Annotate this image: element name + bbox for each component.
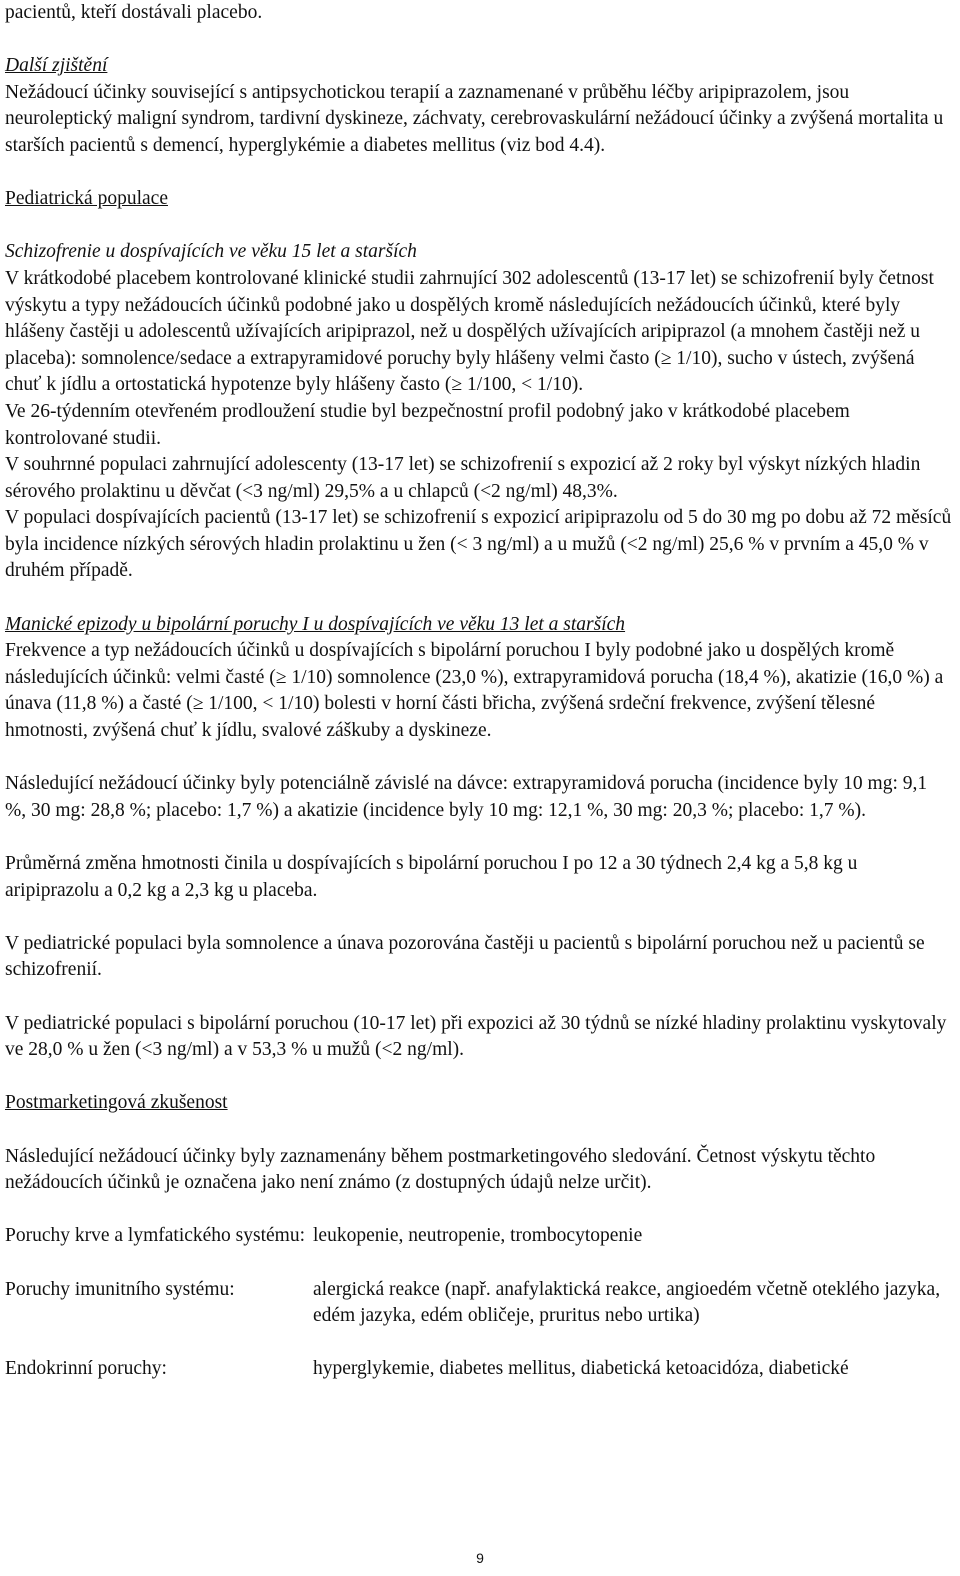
table-term: Poruchy imunitního systému: xyxy=(5,1278,235,1300)
pediatric-heading: Pediatrická populace xyxy=(5,188,168,210)
weight-change-paragraph: Průměrná změna hmotnosti činila u dospívajících s bipolární poruchou I po 12 a 30 týdnech 2,4 kg a 5,8 kg u aripiprazolu a 0,2 kg a 2,3 kg u placeba. xyxy=(5,853,858,901)
table-value: hyperglykemie, diabetes mellitus, diabetická ketoacidóza, diabetické xyxy=(313,1358,849,1380)
table-row xyxy=(5,1223,953,1250)
somnolence-paragraph: V pediatrické populaci byla somnolence a únava pozorována častěji u pacientů s bipolární poruchou než u pacientů se schizofrenií. xyxy=(5,932,925,981)
postmarketing-heading: Postmarketingová zkušenost xyxy=(5,1092,228,1114)
bipolar-heading: Manické epizody u bipolární poruchy I u dospívajících ve věku 13 let a starších xyxy=(5,613,626,635)
schizophrenia-paragraph: V souhrnné populaci zahrnující adolescenty (13-17 let) se schizofrenií s expozicí až 2 roky byl výskyt nízkých hladin sérového prolaktinu u děvčat (<3 ng/ml) 29,5% a u chlapců (<2 ng/ml) 48,3%. xyxy=(5,454,921,502)
schizophrenia-paragraph: V krátkodobé placebem kontrolované klinické studii zahrnující 302 adolescentů (13-17 let) se schizofrenií byly četnost výskytu a typy nežádoucích účinků podobné jako u dospělých kromě následujících nežádoucích účinků, které byly hlášeny častěji u adolescentů užívajících aripiprazol, než u dospělých užívajících aripiprazol (a mnohem častěji než u placeba): somnolence/sedace a extrapyramidové poruchy byly hlášeny velmi často (≥ 1/10), sucho v ústech, zvýšená chuť k jídlu a ortostatická hypotenze byly hlášeny často (≥ 1/100, < 1/10). xyxy=(5,267,934,396)
table-row xyxy=(5,1277,953,1330)
schizophrenia-paragraph: Ve 26-týdenním otevřeném prodloužení studie byl bezpečnostní profil podobný jako v krátkodobé placebem kontrolované studii. xyxy=(5,400,850,449)
bipolar-text: Frekvence a typ nežádoucích účinků u dospívajících s bipolární poruchou I byly podobné jako u dospělých kromě následujících účinků: velmi časté (≥ 1/10) somnolence (23,0 %), extrapyramidová porucha (18,4 %), akatizie (16,0 %) a únava (11,8 %) a časté (≥ 1/100, < 1/10) bolesti v horní části břicha, zvýšená srdeční frekvence, zvýšení tělesné hmotnosti, zvýšená chuť k jídlu, svalové záškuby a dyskineze. xyxy=(5,640,944,742)
table-value: alergická reakce (např. anafylaktická reakce, angioedém včetně oteklého jazyka, edém jazyka, edém obličeje, pruritus nebo urtika) xyxy=(313,1278,941,1327)
table-term: Poruchy krve a lymfatického systému: xyxy=(5,1225,306,1247)
table-row xyxy=(5,1356,953,1383)
prolactin-paragraph: V pediatrické populaci s bipolární poruchou (10-17 let) při expozici až 30 týdnů se nízké hladiny prolaktinu vyskytovaly ve 28,0 % u žen (<3 ng/ml) a v 53,3 % u mužů (<2 ng/ml). xyxy=(5,1012,947,1061)
document-page xyxy=(5,0,953,1383)
table-value: leukopenie, neutropenie, trombocytopenie xyxy=(313,1225,643,1247)
postmarketing-text: Následující nežádoucí účinky byly zaznamenány během postmarketingového sledování. Četnost výskytu těchto nežádoucích účinků je označena jako není známo (z dostupných údajů nelze určit). xyxy=(5,1145,876,1194)
further-findings-text: Nežádoucí účinky související s antipsychotickou terapií a zaznamenané v průběhu léčby aripiprazolem, jsou neuroleptický maligní syndrom, tardivní dyskineze, záchvaty, cerebrovaskulární nežádoucí účinky a zvýšená mortalita u starších pacientů s demencí, hyperglykémie a diabetes mellitus (viz bod 4.4). xyxy=(5,81,944,156)
page-number: 9 xyxy=(476,1550,484,1566)
table-term: Endokrinní poruchy: xyxy=(5,1358,167,1380)
intro-tail: pacientů, kteří dostávali placebo. xyxy=(5,2,263,23)
dose-dependent-paragraph: Následující nežádoucí účinky byly potenciálně závislé na dávce: extrapyramidová porucha (incidence byly 10 mg: 9,1 %, 30 mg: 28,8 %; placebo: 1,7 %) a akatizie (incidence byly 10 mg: 12,1 %, 30 mg: 20,3 %; placebo: 1,7 %). xyxy=(5,773,928,821)
adverse-effects-table xyxy=(5,1223,953,1383)
further-findings-heading: Další zjištění xyxy=(5,55,108,77)
schizophrenia-paragraph: V populaci dospívajících pacientů (13-17 let) se schizofrenií s expozicí aripiprazolu od 5 do 30 mg po dobu až 72 měsíců byla incidence nízkých sérových hladin prolaktinu u žen (< 3 ng/ml) a u mužů (<2 ng/ml) 25,6 % v prvním a 45,0 % v druhém případě. xyxy=(5,507,952,582)
schizophrenia-heading: Schizofrenie u dospívajících ve věku 15 let a starších xyxy=(5,241,417,263)
